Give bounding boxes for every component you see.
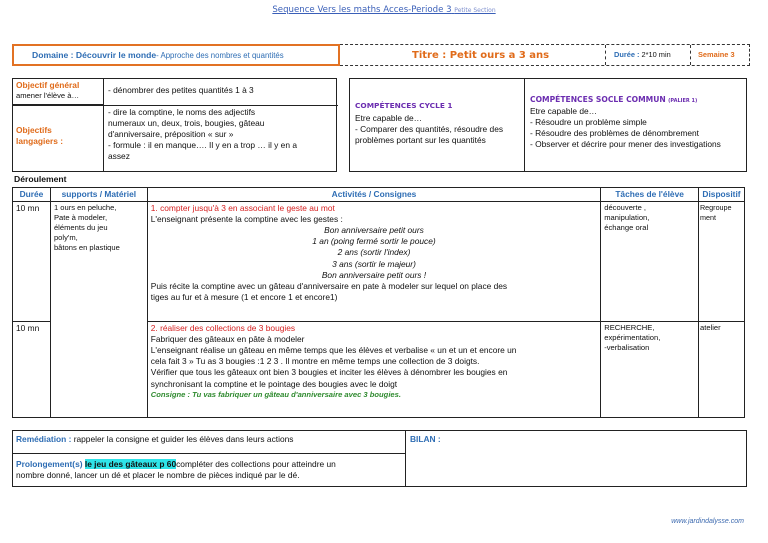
section-subtitle: Petite Section [454,7,496,14]
lesson-title: Titre : Petit ours a 3 ans [412,50,550,61]
competences-cycle-title: COMPÉTENCES CYCLE 1 [355,101,453,110]
task-item: expérimentation, [604,333,661,343]
week-label: Semaine 3 [698,50,735,59]
prolongement-label: Prolongement(s) [16,459,83,469]
duration-label: Durée : [614,50,640,59]
duration-cell: 10 mn [13,202,51,322]
competences-socle-lines [530,106,721,150]
activity-title: 2. réaliser des collections de 3 bougies [150,323,296,334]
poem-line: Bon anniversaire petit ours [324,225,424,236]
table-row [13,202,745,322]
socle-line: Etre capable de… [530,106,598,116]
bottom-box [12,430,747,487]
competences-socle-tag: (PALIER 1) [668,98,698,104]
language-objective-label: Objectifs langagiers : [16,125,64,147]
page-title [0,5,768,16]
prolongement-text: nombre donné, lancer un dé et placer le nombre de pièces indiqué par le dé. [16,470,300,481]
competences-socle-title: COMPÉTENCES SOCLE COMMUN [530,95,666,104]
lang-line: assez [108,151,130,162]
activity-intro: L'enseignant présente la comptine avec les gestes : [150,214,343,225]
task-item: RECHERCHE, [604,323,655,333]
column-header: Tâches de l'élève [601,188,699,202]
supports-cell [50,202,147,418]
lang-line: d'anniversaire, préposition « sur » [108,129,234,140]
dispositif-cell: atelier [698,322,744,418]
prolongement-text: compléter des collections pour atteindre un [176,459,336,469]
activity-text: L'enseignant réalise un gâteau en même temps que les élèves et verbalise « un et un et encore un [150,345,517,356]
deroulement-table [12,187,745,418]
dispositif-text: Regroupe [699,203,732,213]
poem-line: Bon anniversaire petit ours ! [321,269,427,280]
competences-socle-box [525,78,747,172]
general-objective-label: Objectif général [16,80,80,90]
general-objective-value: - dénombrer des petites quantités 1 à 3 [108,85,254,95]
column-header: supports / Matériel [50,188,147,202]
activity-text: cela fait 3 » Tu as 3 bougies :1 2 3 . Il montre en même temps une collection de 3 doigts. [150,356,480,367]
tasks-cell [601,322,699,418]
task-item: manipulation, [604,213,650,223]
support-item: 1 ours en peluche, [53,203,117,213]
column-header: Activités / Consignes [147,188,600,202]
prolongement-highlight: le jeu des gâteaux p 60 [84,459,177,469]
task-item: échange oral [604,223,649,233]
activity-title: 1. compter jusqu'à 3 en associant le geste au mot [150,203,335,214]
general-objective-sub: amener l'élève à… [16,91,80,101]
table-header-row [13,188,745,202]
domain-label: Domaine : Découvrir le monde [32,50,157,60]
lang-line: - dire la comptine, le noms des adjectifs [108,107,256,117]
objectives-box [12,78,337,172]
socle-line: - Observer et décrire pour mener des investigations [530,139,721,150]
activity-text: Vérifier que tous les gâteaux ont bien 3 bougies et inciter les élèves à dénombrer les bougies en [150,367,508,378]
sequence-title: Sequence Vers les maths Acces-Periode 3 [272,5,452,15]
cycle-line: problèmes portant sur les quantités [355,135,486,146]
competences-cycle-box [349,78,525,172]
duration-value: 2*10 min [641,50,671,59]
dispositif-text: ment [699,212,716,222]
bilan-label: BILAN : [410,434,441,444]
activity-text: synchronisant la comptine et le pointage des bougies avec le doigt [150,378,398,389]
activity-text: Puis récite la comptine avec un gâteau d'anniversaire en pate à modeler sur lequel on place des [150,280,508,291]
dispositif-cell [698,202,744,322]
duration [614,50,671,60]
support-item: Pate à modeler, [53,213,108,223]
poem-line: 3 ans (sortir le majeur) [332,258,416,269]
footer-url: www.jardindalysse.com [671,518,744,525]
duration-cell: 10 mn [13,322,51,418]
domain-detail: - Approche des nombres et quantités [156,51,284,60]
column-header: Dispositif [698,188,744,202]
column-header: Durée [13,188,51,202]
socle-line: - Résoudre des problèmes de dénombrement [530,128,699,139]
task-item: -verbalisation [604,343,650,353]
consigne-text: Consigne : Tu vas fabriquer un gâteau d'anniversaire avec 3 bougies. [150,389,401,399]
language-objective-lines [108,107,297,162]
remediation-text: rappeler la consigne et guider les élèves dans leurs actions [71,434,294,444]
lang-line: - formule : il en manque…. Il y en a trop … il y en a [108,140,297,151]
remediation [16,434,293,445]
tasks-cell [601,202,699,322]
cycle-line: Etre capable de… [355,113,423,123]
support-item: bâtons en plastique [53,243,120,253]
domain-box [12,44,340,66]
competences-cycle-lines [355,113,503,146]
task-item: découverte , [604,203,647,213]
support-item: éléments du jeu [53,223,108,233]
deroulement-label: Déroulement [14,174,67,184]
lang-line: numeraux un, deux, trois, bougies, gâteau [108,118,265,129]
activity-cell [147,322,600,418]
socle-line: - Résoudre un problème simple [530,117,647,128]
title-box [340,44,750,66]
activity-text: tiges au fur et à mesure (1 et encore 1 et encore1) [150,291,338,302]
remediation-label: Remédiation : [16,434,72,444]
prolongement [16,459,404,481]
support-item: poly'm, [53,233,78,243]
cycle-line: - Comparer des quantités, résoudre des [355,124,504,135]
poem-line: 2 ans (sortir l'index) [337,247,411,258]
poem-line: 1 an (poing fermé sortir le pouce) [312,236,436,247]
activity-text: Fabriquer des gâteaux en pâte à modeler [150,334,305,345]
activity-cell [147,202,600,322]
